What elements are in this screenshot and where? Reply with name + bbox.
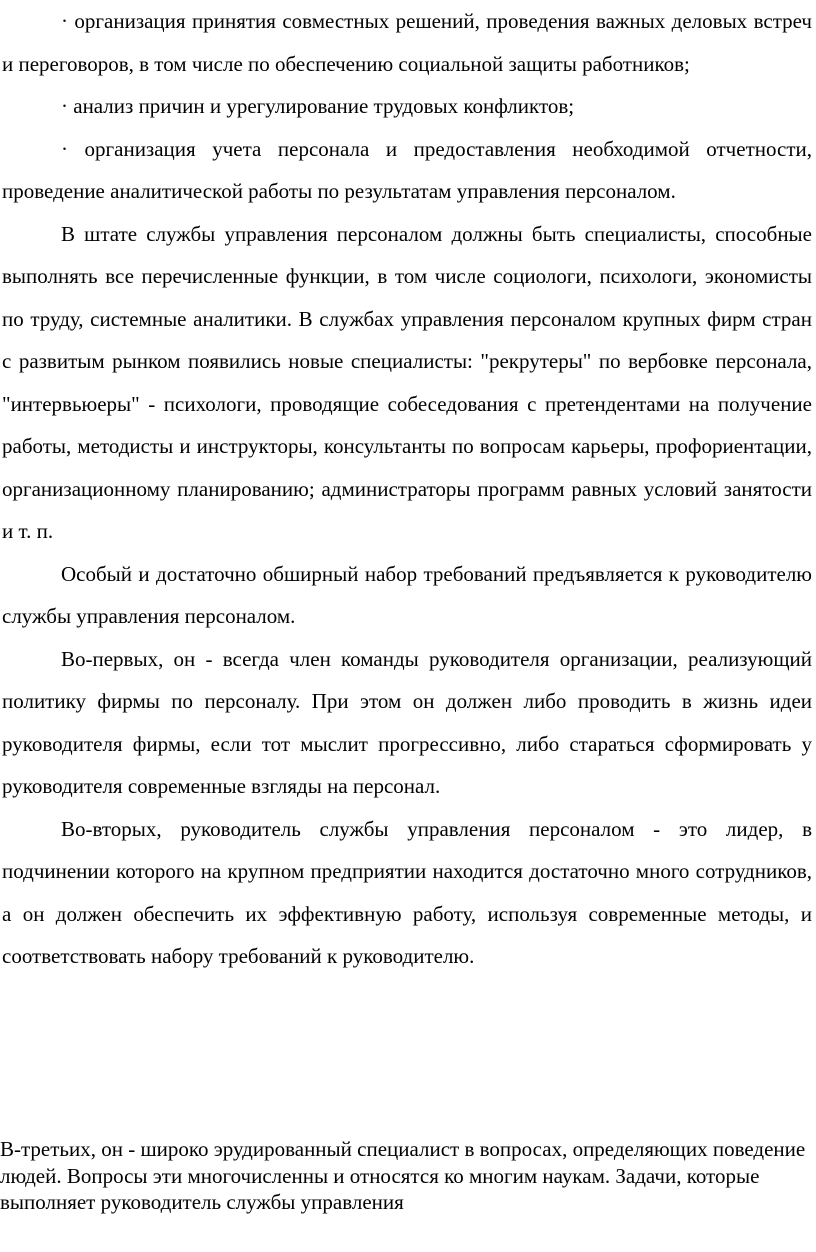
paragraph-bullet-meetings: · организация принятия совместных решений, проведения важных деловых встреч и переговоров, в том числе по обеспечению социальной защиты работников; [2,9,812,76]
document-body [2,0,812,978]
paragraph-bullet-conflicts: · анализ причин и урегулирование трудовых конфликтов; [61,94,575,118]
paragraph-bullet-accounting: · организация учета персонала и предоставления необходимой отчетности, проведение аналитической работы по результатам управления персоналом. [2,136,812,203]
paragraph-firstly: Во-первых, он - всегда член команды руководителя организации, реализующий политику фирмы по персоналу. При этом он должен либо проводить в жизнь идеи руководителя фирмы, если тот мыслит прогрессивно, либо стараться сформировать у руководителя современные взгляды на персонал. [2,646,812,798]
paragraph-thirdly: В-третьих, он - широко эрудированный специалист в вопросах, определяющих поведение людей. Вопросы эти многочисленны и относятся ко многим наукам. Задачи, которые выполняет руководитель службы управления [0,1137,806,1214]
paragraph-requirements: Особый и достаточно обширный набор требований предъявляется к руководителю службы управления персоналом. [2,561,812,628]
paragraph-secondly: Во-вторых, руководитель службы управления персоналом - это лидер, в подчинении которого на крупном предприятии находится достаточно много сотрудников, а он должен обеспечить их эффективную работу, используя современные методы, и соответствовать набору требований к руководителю. [2,816,812,968]
paragraph-staff-specialists: В штате службы управления персоналом должны быть специалисты, способные выполнять все перечисленные функции, в том числе социологи, психологи, экономисты по труду, системные аналитики. В службах управления персоналом крупных фирм стран с развитым рынком появились новые специалисты: "рекрутеры" по вербовке персонала, "интервьюеры" - психологи, проводящие собеседования с претендентами на получение работы, методисты и инструкторы, консультанты по вопросам карьеры, профориентации, организационному планированию; администраторы программ равных условий занятости и т. п. [2,221,812,543]
document-tail [0,1136,812,1216]
